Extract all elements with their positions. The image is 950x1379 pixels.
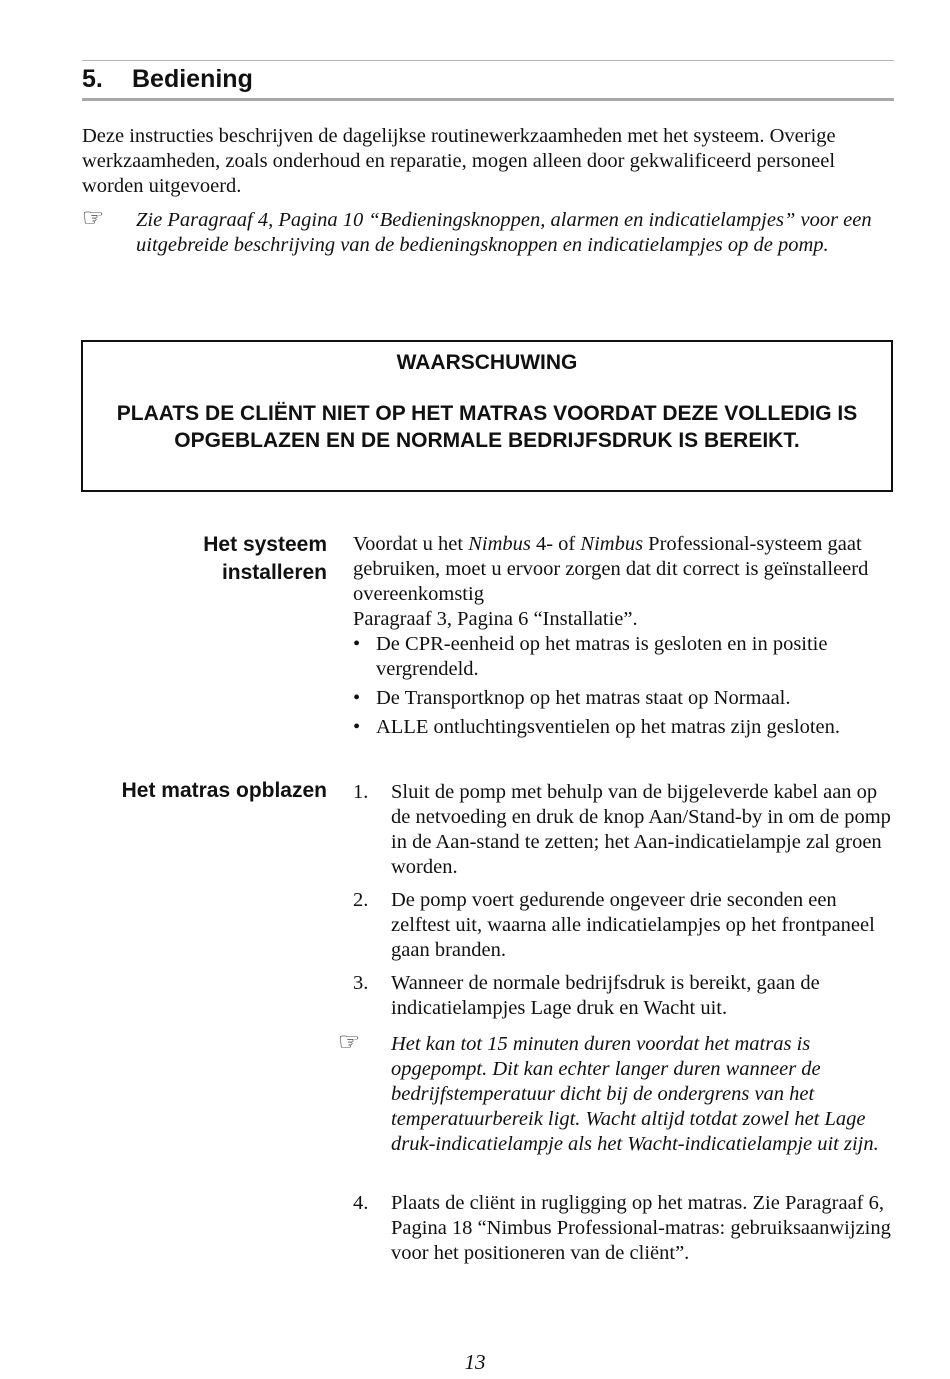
inflate-steps-continued bbox=[353, 1191, 898, 1274]
step-text: Plaats de cliënt in rugligging op het matras. Zie Paragraaf 6, Pagina 18 “Nimbus Professional-matras: gebruiksaanwijzing voor het positioneren van de cliënt”. bbox=[391, 1192, 891, 1264]
step-item bbox=[353, 888, 898, 963]
section-title: Bediening bbox=[132, 65, 253, 93]
step-text: Wanneer de normale bedrijfsdruk is bereikt, gaan de indicatielampjes Lage druk en Wacht uit. bbox=[391, 972, 820, 1019]
install-text-part: 4- of bbox=[530, 533, 581, 555]
section-heading bbox=[82, 63, 253, 95]
inflate-heading: Het matras opblazen bbox=[121, 779, 327, 802]
install-checklist bbox=[353, 632, 898, 744]
list-item-text: De CPR-eenheid op het matras is gesloten en in positie vergrendeld. bbox=[376, 633, 828, 680]
inflate-note: Het kan tot 15 minuten duren voordat het matras is opgepompt. Dit kan echter langer duren wanneer de bedrijfstemperatuur dicht bij de ondergrens van het temperatuurbereik ligt. Wacht altijd totdat zowel het Lage druk-indicatielampje als het Wacht-indicatielampje uit zijn. bbox=[391, 1033, 879, 1155]
step-number: 2. bbox=[353, 889, 369, 911]
step-text: De pomp voert gedurende ongeveer drie seconden een zelftest uit, waarna alle indicatielampjes op het frontpaneel gaan branden. bbox=[391, 889, 875, 961]
bullet-glyph: • bbox=[353, 687, 361, 709]
list-item-text: ALLE ontluchtingsventielen op het matras zijn gesloten. bbox=[376, 716, 840, 738]
intro-note: Zie Paragraaf 4, Pagina 10 “Bedieningsknoppen, alarmen en indicatielampjes” voor een uitgebreide beschrijving van de bedieningsknoppen en indicatielampjes op de pomp. bbox=[136, 209, 872, 256]
pointing-hand-icon: ☞ bbox=[338, 1027, 361, 1056]
inflate-steps bbox=[353, 780, 898, 1029]
step-text: Sluit de pomp met behulp van de bijgeleverde kabel aan op de netvoeding en druk de knop Aan/Stand-by in om de pomp in de Aan-stand te zetten; het Aan-indicatielampje zal groen worden. bbox=[391, 781, 891, 878]
section-number: 5. bbox=[82, 65, 103, 93]
list-item-text: De Transportknop op het matras staat op Normaal. bbox=[376, 687, 791, 709]
step-item bbox=[353, 1191, 898, 1266]
list-item bbox=[353, 632, 898, 682]
brand-name: Nimbus bbox=[468, 533, 531, 555]
bullet-glyph: • bbox=[353, 633, 361, 655]
step-number: 4. bbox=[353, 1192, 369, 1214]
intro-paragraph: Deze instructies beschrijven de dagelijkse routinewerkzaamheden met het systeem. Overige werkzaamheden, zoals onderhoud en reparatie, mogen alleen door gekwalificeerd personeel worden uitgevoerd. bbox=[82, 125, 836, 197]
install-text-part: Voordat u het bbox=[353, 533, 469, 555]
install-text-part: Paragraaf 3, Pagina 6 “Installatie”. bbox=[353, 608, 638, 630]
install-paragraph bbox=[353, 532, 898, 632]
section-rule-top bbox=[82, 60, 894, 61]
brand-name: Nimbus bbox=[580, 533, 644, 555]
warning-title: WAARSCHUWING bbox=[396, 351, 578, 374]
step-number: 1. bbox=[353, 781, 369, 803]
install-heading bbox=[67, 531, 327, 587]
list-item bbox=[353, 715, 898, 740]
step-item bbox=[353, 780, 898, 880]
list-item bbox=[353, 686, 898, 711]
step-number: 3. bbox=[353, 972, 369, 994]
install-heading-line1: Het systeem bbox=[203, 533, 327, 556]
section-rule-bottom bbox=[82, 98, 894, 101]
bullet-glyph: • bbox=[353, 716, 361, 738]
page-number: 13 bbox=[464, 1350, 486, 1374]
install-text-part: Professional-systeem gaat gebruiken, moet u ervoor zorgen dat dit correct is geïnstalleerd overeenkomstig bbox=[353, 533, 869, 605]
warning-text: PLAATS DE CLIËNT NIET OP HET MATRAS VOORDAT DEZE VOLLEDIG IS OPGEBLAZEN EN DE NORMALE BEDRIJFSDRUK IS BEREIKT. bbox=[116, 402, 858, 452]
install-heading-line2: installeren bbox=[221, 561, 327, 584]
pointing-hand-icon: ☞ bbox=[82, 203, 105, 232]
warning-box bbox=[81, 340, 893, 492]
step-item bbox=[353, 971, 898, 1021]
